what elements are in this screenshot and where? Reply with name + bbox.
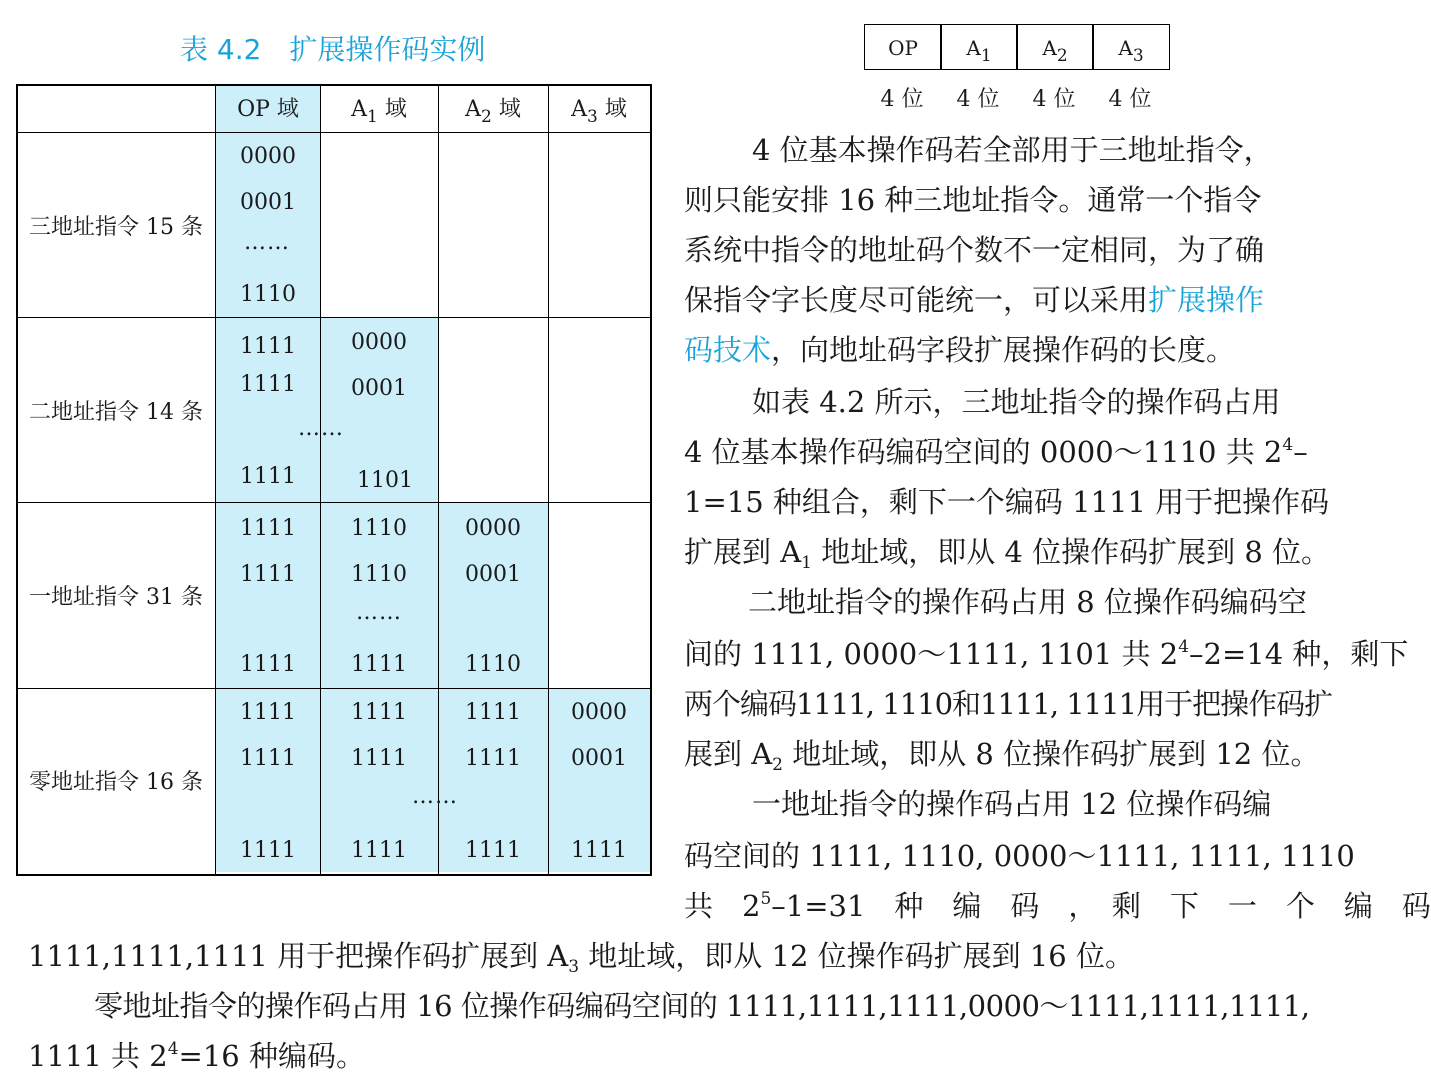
field-a2-sub: 2 <box>1056 46 1068 66</box>
format-field-a3 <box>1092 24 1170 70</box>
header-a1-suffix: 域 <box>377 97 407 122</box>
text-line: 零地址指令的操作码占用 16 位操作码编码空间的 1111,1111,1111,0000～1111,1111,1111, <box>94 989 1310 1023</box>
opcode-expansion-table <box>16 84 652 876</box>
field-width-label: 4 位 <box>1108 87 1152 112</box>
group-label: 一地址指令 31 条 <box>29 585 203 610</box>
field-a2-name: A <box>1042 36 1057 60</box>
subscript: 1 <box>801 553 812 573</box>
subscript: 2 <box>772 755 783 775</box>
ellipsis: …… <box>412 784 458 809</box>
text-run: 1111 共 2 <box>28 1039 168 1073</box>
field-width-label: 4 位 <box>956 87 1000 112</box>
header-a2-sub: 2 <box>481 107 492 127</box>
text-run: –2=14 种，剩下 <box>1189 637 1409 671</box>
superscript: 4 <box>167 1039 179 1059</box>
header-a3-letter: A <box>571 97 588 122</box>
text-line <box>684 884 1431 925</box>
table-cell: 0001 <box>240 190 296 215</box>
text-line: 两个编码1111, 1110和1111, 1111用于把操作码扩 <box>684 687 1333 721</box>
superscript: 4 <box>1178 637 1190 657</box>
table-caption: 表 4.2 扩展操作码实例 <box>180 33 486 66</box>
header-a3-suffix: 域 <box>597 97 627 122</box>
group-label: 二地址指令 14 条 <box>29 400 203 425</box>
group-label: 三地址指令 15 条 <box>29 215 203 240</box>
table-cell: 1111 <box>351 700 407 725</box>
text-run: ，向地址码字段扩展操作码的长度。 <box>771 333 1236 367</box>
header-op: OP 域 <box>237 97 299 122</box>
table-cell: 0001 <box>571 746 627 771</box>
table-cell: 1111 <box>351 746 407 771</box>
text-line <box>684 632 1408 673</box>
text-line: 则只能安排 16 种三地址指令。通常一个指令 <box>684 183 1262 217</box>
header-a2-letter: A <box>465 97 482 122</box>
header-a2 <box>438 88 548 132</box>
ellipsis: …… <box>356 600 402 625</box>
table-cell: 1111 <box>240 838 296 863</box>
text-line: 如表 4.2 所示，三地址指令的操作码占用 <box>752 385 1281 419</box>
text-line: 系统中指令的地址码个数不一定相同，为了确 <box>684 233 1265 267</box>
ellipsis: …… <box>244 230 290 255</box>
text-line <box>684 328 1235 369</box>
field-op-name: OP <box>888 36 918 60</box>
table-cell: 1101 <box>357 468 413 493</box>
header-a1 <box>320 88 438 132</box>
text-run: =16 种编码。 <box>178 1039 365 1073</box>
text-run: 1111,1111,1111 用于把操作码扩展到 A <box>28 939 569 973</box>
table-cell: 1111 <box>351 838 407 863</box>
text-line <box>684 278 1264 319</box>
text-line <box>684 732 1319 773</box>
field-a1-sub: 1 <box>980 46 992 66</box>
table-cell: 0000 <box>351 330 407 355</box>
table-cell: 1111 <box>240 464 296 489</box>
field-width-label: 4 位 <box>1032 87 1076 112</box>
format-field-a2 <box>1016 24 1094 70</box>
table-cell: 1111 <box>465 746 521 771</box>
table-cell: 1110 <box>240 282 296 307</box>
superscript: 5 <box>760 889 772 909</box>
text-line <box>684 530 1330 571</box>
text-run: 地址域，即从 12 位操作码扩展到 16 位。 <box>579 939 1134 973</box>
text-run: 4 位基本操作码编码空间的 0000～1110 共 2 <box>684 435 1283 469</box>
term-highlight: 扩展操作 <box>1148 283 1265 317</box>
text-line: 二地址指令的操作码占用 8 位操作码编码空 <box>748 585 1307 619</box>
table-cell: 1111 <box>240 746 296 771</box>
header-a1-letter: A <box>351 97 368 122</box>
text-run: 保指令字长度尽可能统一，可以采用 <box>684 283 1149 317</box>
format-field-op <box>864 24 942 70</box>
field-width-label: 4 位 <box>880 87 924 112</box>
table-cell: 0001 <box>351 376 407 401</box>
table-cell: 1110 <box>465 652 521 677</box>
text-run: 地址域，即从 8 位操作码扩展到 12 位。 <box>783 737 1320 771</box>
text-run: 扩展到 A <box>684 535 802 569</box>
field-a1-name: A <box>966 36 981 60</box>
text-line: 1=15 种组合，剩下一个编码 1111 用于把操作码 <box>684 485 1330 519</box>
text-line: 码空间的 1111, 1110, 0000～1111, 1111, 1110 <box>684 839 1355 873</box>
format-field-a1 <box>940 24 1018 70</box>
text-line <box>28 1034 365 1075</box>
table-cell: 1111 <box>465 838 521 863</box>
table-cell: 1111 <box>240 516 296 541</box>
ellipsis: …… <box>298 416 344 441</box>
header-a3 <box>548 88 650 132</box>
table-cell: 1111 <box>240 700 296 725</box>
table-cell: 1111 <box>240 334 296 359</box>
text-run: 共 2 <box>684 889 761 923</box>
table-cell: 1110 <box>351 562 407 587</box>
field-a3-sub: 3 <box>1132 46 1144 66</box>
term-highlight: 码技术 <box>684 333 772 367</box>
text-run: –1=31 种 编 码 ， 剩 下 一 个 编 码 <box>771 889 1431 923</box>
superscript: 4 <box>1282 435 1294 455</box>
field-a3-name: A <box>1118 36 1133 60</box>
text-line <box>28 934 1134 975</box>
table-cell: 0000 <box>240 144 296 169</box>
header-a1-sub: 1 <box>367 107 378 127</box>
group-label: 零地址指令 16 条 <box>29 770 203 795</box>
text-run: 间的 1111, 0000～1111, 1101 共 2 <box>684 637 1179 671</box>
text-line: 一地址指令的操作码占用 12 位操作码编 <box>752 787 1272 821</box>
table-cell: 1111 <box>465 700 521 725</box>
table-cell: 1111 <box>240 372 296 397</box>
table-cell: 0000 <box>571 700 627 725</box>
text-line <box>684 430 1308 471</box>
text-line: 4 位基本操作码若全部用于三地址指令， <box>752 133 1273 167</box>
header-a2-suffix: 域 <box>491 97 521 122</box>
table-cell: 0000 <box>465 516 521 541</box>
text-run: 展到 A <box>684 737 773 771</box>
table-cell: 1111 <box>351 652 407 677</box>
table-cell: 1111 <box>240 652 296 677</box>
subscript: 3 <box>568 957 580 977</box>
table-cell: 1111 <box>571 838 627 863</box>
table-cell: 1110 <box>351 516 407 541</box>
table-cell: 1111 <box>240 562 296 587</box>
text-run: 地址域，即从 4 位操作码扩展到 8 位。 <box>812 535 1330 569</box>
text-run: – <box>1293 435 1308 469</box>
header-a3-sub: 3 <box>587 107 598 127</box>
table-cell: 0001 <box>465 562 521 587</box>
